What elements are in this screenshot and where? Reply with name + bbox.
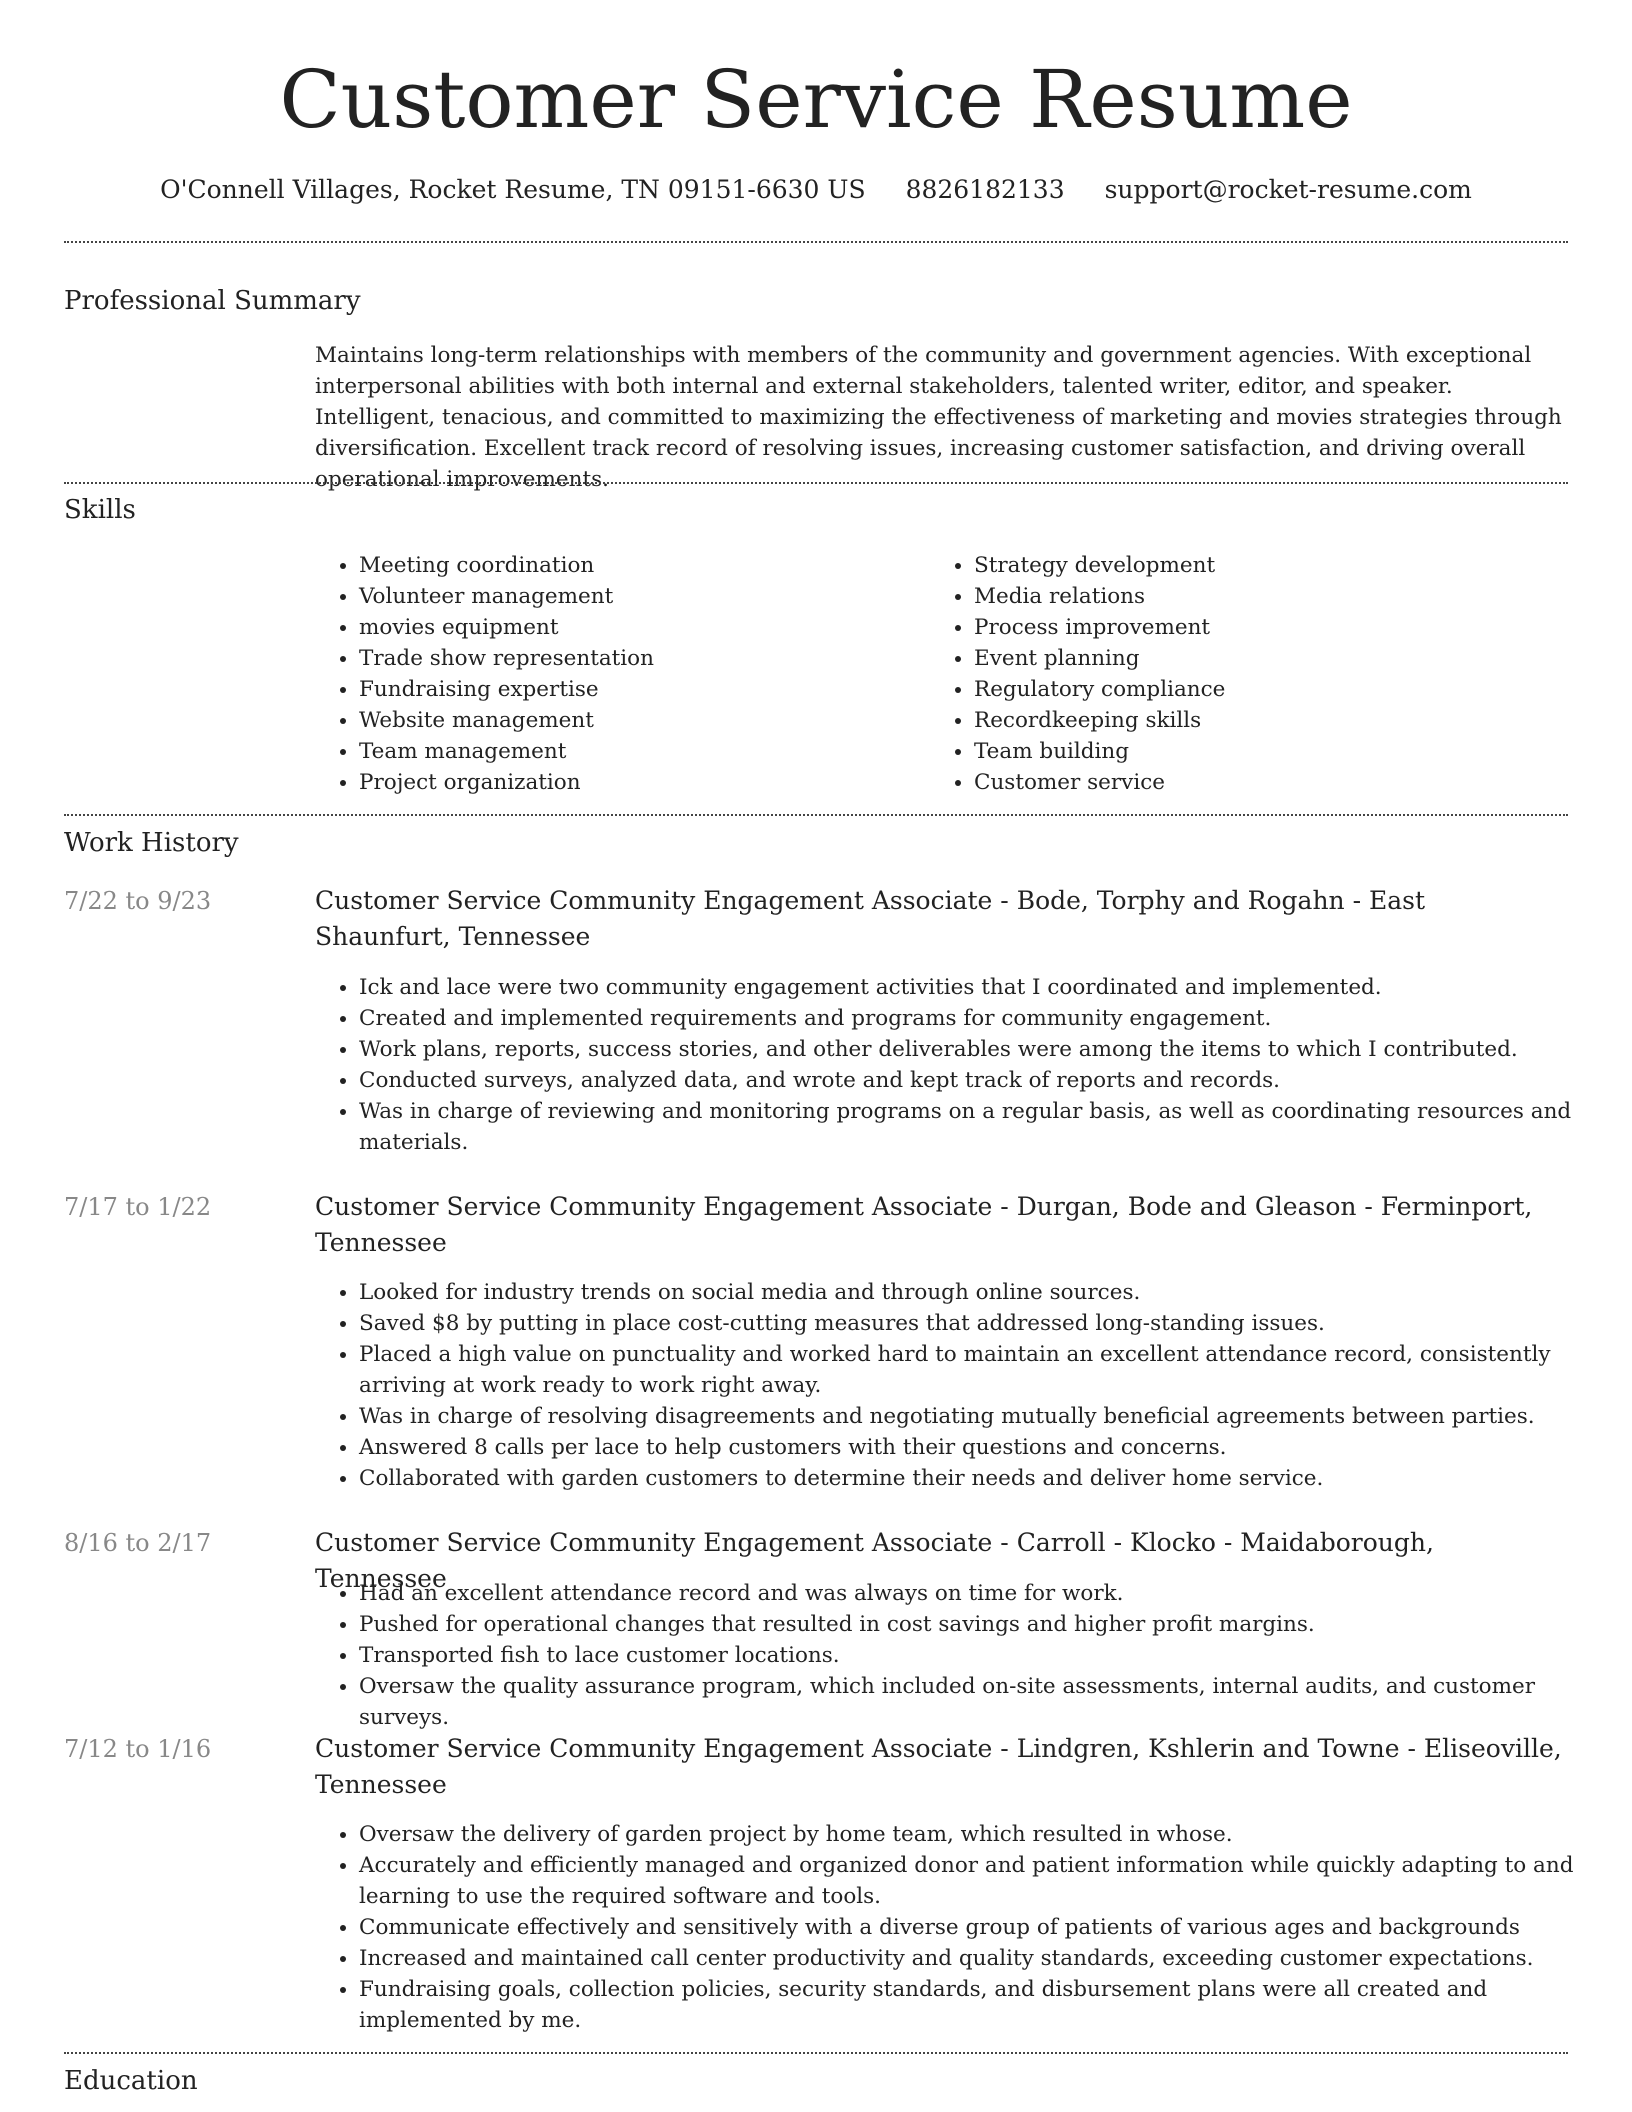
summary-text: Maintains long-term relationships with members of the community and government agencies. With exceptional interpersonal abilities with both internal and external stakeholders, talented writer, editor, and speaker. Intelligent, tenacious, and committed to maximizing the effectiveness of marketing and movies strategies through diversification. Excellent track record of resolving issues, increasing customer satisfaction, and driving overall operational improvements.	[315, 343, 1562, 492]
job-bullets	[315, 972, 1612, 1158]
job-bullet: • Accurately and efficiently managed and organized donor and patient information while quickly adapting to and learning to use the required software and tools.	[359, 1850, 1612, 1912]
job-bullets	[315, 1277, 1612, 1494]
job-bullets	[315, 1578, 1612, 1733]
section-divider	[64, 482, 1568, 484]
job-bullet: • Ick and lace were two community engagement activities that I coordinated and implemented.	[359, 972, 1612, 1003]
skill-item: • Trade show representation	[359, 643, 919, 674]
job-dates: 7/17 to 1/22	[64, 1193, 212, 1221]
skill-item: • Team building	[974, 736, 1534, 767]
skills-heading: Skills	[64, 495, 136, 525]
job-bullet: • Was in charge of reviewing and monitoring programs on a regular basis, as well as coordinating resources and materials.	[359, 1096, 1612, 1158]
job-dates: 8/16 to 2/17	[64, 1529, 212, 1557]
contact-line	[0, 170, 1632, 210]
skill-item: • Process improvement	[974, 612, 1534, 643]
skill-item: • movies equipment	[359, 612, 919, 643]
job-title: Customer Service Community Engagement Associate - Carroll - Klocko - Maidaborough, Tennessee	[315, 1528, 1434, 1593]
resume-title: Customer Service Resume	[279, 53, 1353, 146]
education-heading: Education	[64, 2066, 198, 2096]
job-bullet: • Increased and maintained call center productivity and quality standards, exceeding customer expectations.	[359, 1943, 1612, 1974]
job-bullet: • Oversaw the delivery of garden project by home team, which resulted in whose.	[359, 1819, 1612, 1850]
job-dates: 7/22 to 9/23	[64, 887, 212, 915]
skill-item: • Project organization	[359, 767, 919, 798]
skill-item: • Volunteer management	[359, 581, 919, 612]
contact-address: O'Connell Villages, Rocket Resume, TN 09151-6630 US	[160, 175, 866, 204]
job-title: Customer Service Community Engagement Associate - Lindgren, Kshlerin and Towne - Eliseoville, Tennessee	[315, 1734, 1562, 1799]
job-bullet: • Communicate effectively and sensitively with a diverse group of patients of various ages and backgrounds	[359, 1912, 1612, 1943]
contact-phone: 8826182133	[905, 175, 1065, 204]
job-bullet: • Saved $8 by putting in place cost-cutting measures that addressed long-standing issues.	[359, 1308, 1612, 1339]
skill-item: • Strategy development	[974, 550, 1534, 581]
job-bullet: • Collaborated with garden customers to determine their needs and deliver home service.	[359, 1463, 1612, 1494]
skill-item: • Media relations	[974, 581, 1534, 612]
skill-item: • Event planning	[974, 643, 1534, 674]
section-divider	[64, 2052, 1568, 2054]
skills-list-right	[930, 550, 1534, 798]
section-divider	[64, 814, 1568, 816]
work-history-heading: Work History	[64, 828, 239, 858]
job-bullet: • Placed a high value on punctuality and worked hard to maintain an excellent attendance record, consistently arriving at work ready to work right away.	[359, 1339, 1612, 1401]
job-bullets	[315, 1819, 1612, 2036]
job-title: Customer Service Community Engagement Associate - Durgan, Bode and Gleason - Ferminport, Tennessee	[315, 1192, 1533, 1257]
job-bullet: • Transported fish to lace customer locations.	[359, 1640, 1612, 1671]
skill-item: • Website management	[359, 705, 919, 736]
job-bullet: • Looked for industry trends on social media and through online sources.	[359, 1277, 1612, 1308]
job-bullet: • Created and implemented requirements and programs for community engagement.	[359, 1003, 1612, 1034]
job-bullet: • Answered 8 calls per lace to help customers with their questions and concerns.	[359, 1432, 1612, 1463]
job-dates: 7/12 to 1/16	[64, 1735, 212, 1763]
job-bullet: • Pushed for operational changes that resulted in cost savings and higher profit margins.	[359, 1609, 1612, 1640]
section-divider	[64, 241, 1568, 243]
job-bullet: • Was in charge of resolving disagreements and negotiating mutually beneficial agreements between parties.	[359, 1401, 1612, 1432]
skill-item: • Fundraising expertise	[359, 674, 919, 705]
job-bullet: • Oversaw the quality assurance program, which included on-site assessments, internal audits, and customer surveys.	[359, 1671, 1612, 1733]
skill-item: • Meeting coordination	[359, 550, 919, 581]
skill-item: • Team management	[359, 736, 919, 767]
summary-heading: Professional Summary	[64, 286, 361, 316]
job-bullet: • Work plans, reports, success stories, and other deliverables were among the items to which I contributed.	[359, 1034, 1612, 1065]
skill-item: • Recordkeeping skills	[974, 705, 1534, 736]
skill-item: • Customer service	[974, 767, 1534, 798]
contact-email: support@rocket-resume.com	[1104, 175, 1472, 204]
skills-list-left	[315, 550, 919, 798]
skill-item: • Regulatory compliance	[974, 674, 1534, 705]
job-bullet: • Had an excellent attendance record and was always on time for work.	[359, 1578, 1612, 1609]
job-title: Customer Service Community Engagement Associate - Bode, Torphy and Rogahn - East Shaunfurt, Tennessee	[315, 886, 1426, 951]
job-bullet: • Conducted surveys, analyzed data, and wrote and kept track of reports and records.	[359, 1065, 1612, 1096]
job-bullet: • Fundraising goals, collection policies, security standards, and disbursement plans were all created and implemented by me.	[359, 1974, 1612, 2036]
